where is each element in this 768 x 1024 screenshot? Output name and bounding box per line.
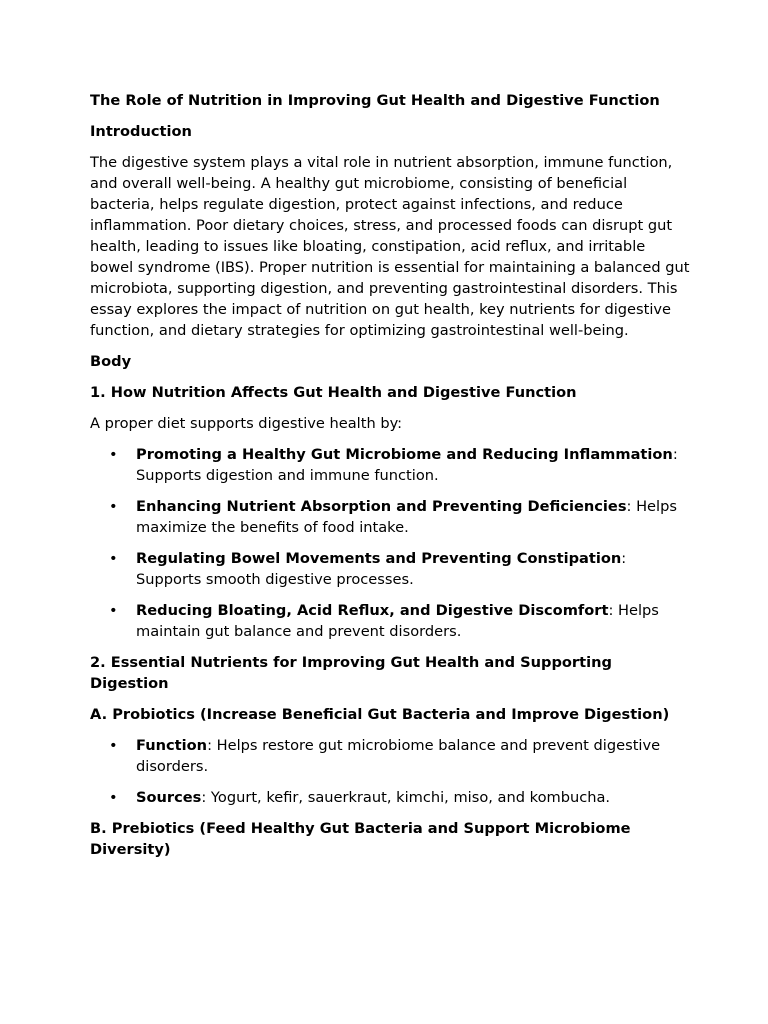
list-item [90,496,690,538]
section-1-bullet-list [90,444,690,642]
bullet-text: : Helps maximize the benefits of food intake. [136,498,677,536]
list-item [90,444,690,486]
document-page [90,90,690,870]
bullet-glyph: • [109,602,118,619]
list-item [90,735,690,777]
bullet-bold-label: Enhancing Nutrient Absorption and Preventing Deficiencies [136,498,627,515]
bullet-text: : Supports digestion and immune function. [136,446,678,484]
bullet-text: : Helps maintain gut balance and prevent disorders. [136,602,659,640]
bullet-bold-label: Sources [136,789,202,806]
subsection-a-heading: A. Probiotics (Increase Beneficial Gut Bacteria and Improve Digestion) [90,706,670,723]
bullet-glyph: • [109,550,118,567]
list-item [90,548,690,590]
subsection-a-bullet-list [90,735,690,808]
bullet-text: : Helps restore gut microbiome balance and prevent digestive disorders. [136,737,661,775]
bullet-text: : Supports smooth digestive processes. [136,550,627,588]
bullet-bold-label: Regulating Bowel Movements and Preventing Constipation [136,550,622,567]
bullet-glyph: • [109,737,118,754]
bullet-bold-label: Reducing Bloating, Acid Reflux, and Digestive Discomfort [136,602,609,619]
introduction-heading: Introduction [90,123,192,140]
body-heading: Body [90,353,132,370]
bullet-bold-label: Function [136,737,208,754]
list-item [90,600,690,642]
list-item [90,787,690,808]
subsection-b-heading: B. Prebiotics (Feed Healthy Gut Bacteria and Support Microbiome Diversity) [90,820,631,858]
bullet-text: : Yogurt, kefir, sauerkraut, kimchi, miso, and kombucha. [201,789,611,806]
bullet-glyph: • [109,498,118,515]
section-2-heading: 2. Essential Nutrients for Improving Gut Health and Supporting Digestion [90,654,612,692]
bullet-glyph: • [109,789,118,806]
bullet-glyph: • [109,446,118,463]
section-1-heading: 1. How Nutrition Affects Gut Health and Digestive Function [90,384,577,401]
document-title: The Role of Nutrition in Improving Gut Health and Digestive Function [90,92,660,109]
bullet-bold-label: Promoting a Healthy Gut Microbiome and Reducing Inflammation [136,446,673,463]
introduction-paragraph: The digestive system plays a vital role in nutrient absorption, immune function, and overall well-being. A healthy gut microbiome, consisting of beneficial bacteria, helps regulate digestion, protect against infections, and reduce inflammation. Poor dietary choices, stress, and processed foods can disrupt gut health, leading to issues like bloating, constipation, acid reflux, and irritable bowel syndrome (IBS). Proper nutrition is essential for maintaining a balanced gut microbiota, supporting digestion, and preventing gastrointestinal disorders. This essay explores the impact of nutrition on gut health, key nutrients for digestive function, and dietary strategies for optimizing gastrointestinal well-being. [90,154,690,339]
section-1-lead: A proper diet supports digestive health by: [90,415,403,432]
